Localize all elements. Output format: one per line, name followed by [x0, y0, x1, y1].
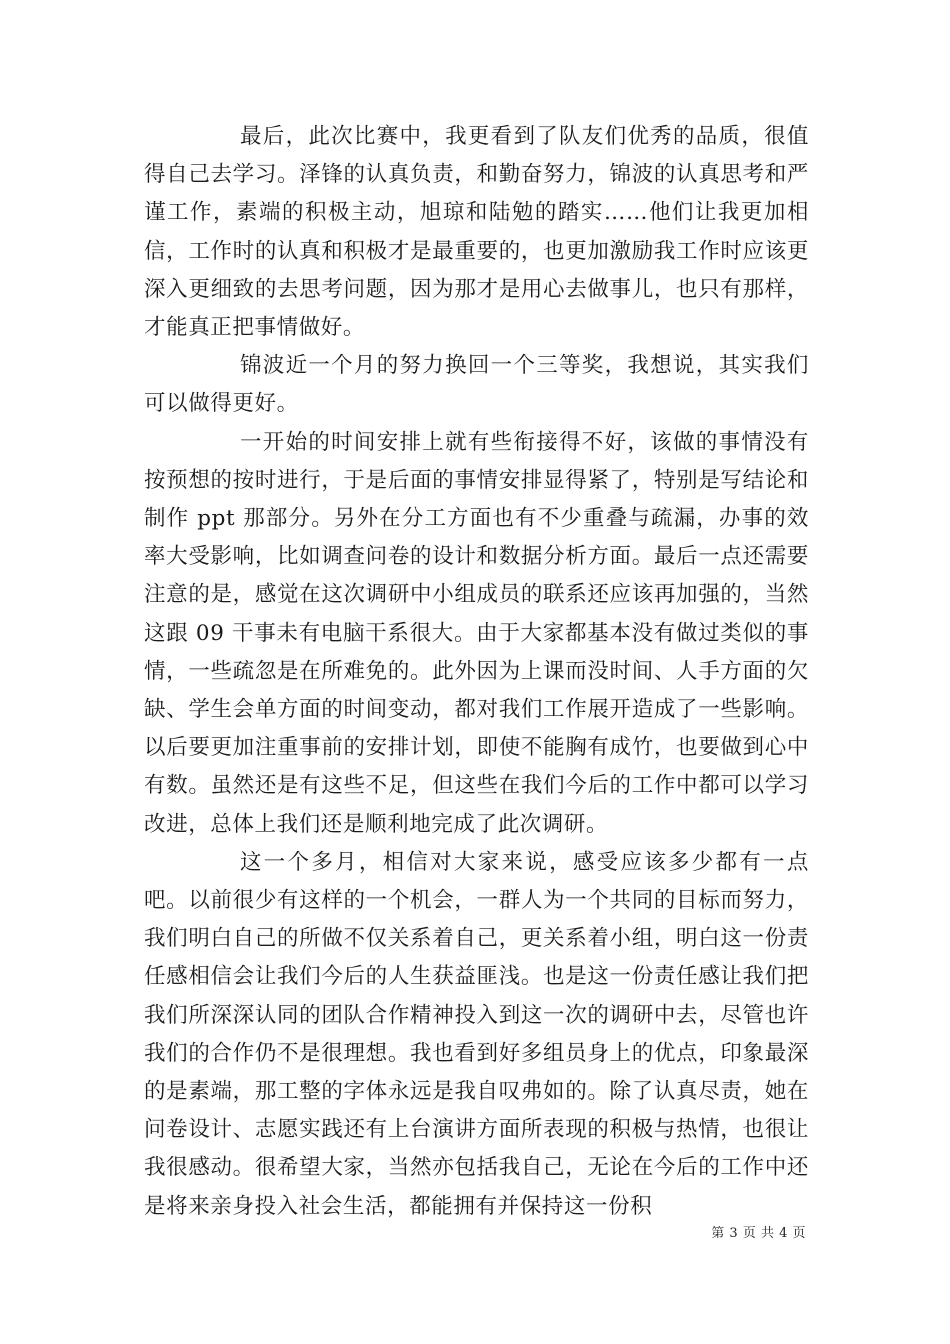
page-number-footer: 第 3 页 共 4 页 — [711, 1226, 806, 1241]
paragraph-1: 最后，此次比赛中，我更看到了队友们优秀的品质，很值得自己去学习。泽锋的认真负责，和勤奋努力，锦波的认真思考和严谨工作，素端的积极主动，旭琼和陆勉的踏实……他们让我更加相信，工作时的认真和积极才是最重要的，也更加激励我工作时应该更深入更细致的去思考问题，因为那才是用心去做事儿，也只有那样，才能真正把事情做好。 — [144, 124, 809, 341]
paragraph-4: 这一个多月，相信对大家来说，感受应该多少都有一点吧。以前很少有这样的一个机会，一群人为一个共同的目标而努力，我们明白自己的所做不仅关系着自己，更关系着小组，明白这一份责任感相信会让我们今后的人生获益匪浅。也是这一份责任感让我们把我们所深深认同的团队合作精神投入到这一次的调研中去，尽管也许我们的合作仍不是很理想。我也看到好多组员身上的优点，印象最深的是素端，那工整的字体永远是我自叹弗如的。除了认真尽责，她在问卷设计、志愿实践还有上台演讲方面所表现的积极与热情，也很让我很感动。很希望大家，当然亦包括我自己，无论在今后的工作中还是将来亲身投入社会生活，都能拥有并保持这一份积 — [144, 849, 809, 1219]
paragraph-3: 一开始的时间安排上就有些衔接得不好，该做的事情没有按预想的按时进行，于是后面的事情安排显得紧了，特别是写结论和制作 ppt 那部分。另外在分工方面也有不少重叠与疏漏，办事的效率大受影响，比如调查问卷的设计和数据分析方面。最后一点还需要注意的是，感觉在这次调研中小组成员的联系还应该再加强的，当然这跟 09 干事未有电脑干系很大。由于大家都基本没有做过类似的事情，一些疏忽是在所难免的。此外因为上课而没时间、人手方面的欠缺、学生会单方面的时间变动，都对我们工作展开造成了一些影响。以后要更加注重事前的安排计划，即使不能胸有成竹，也要做到心中有数。虽然还是有这些不足，但这些在我们今后的工作中都可以学习改进，总体上我们还是顺利地完成了此次调研。 — [144, 429, 809, 837]
document-body — [144, 118, 809, 1226]
paragraph-2: 锦波近一个月的努力换回一个三等奖，我想说，其实我们可以做得更好。 — [144, 353, 809, 417]
